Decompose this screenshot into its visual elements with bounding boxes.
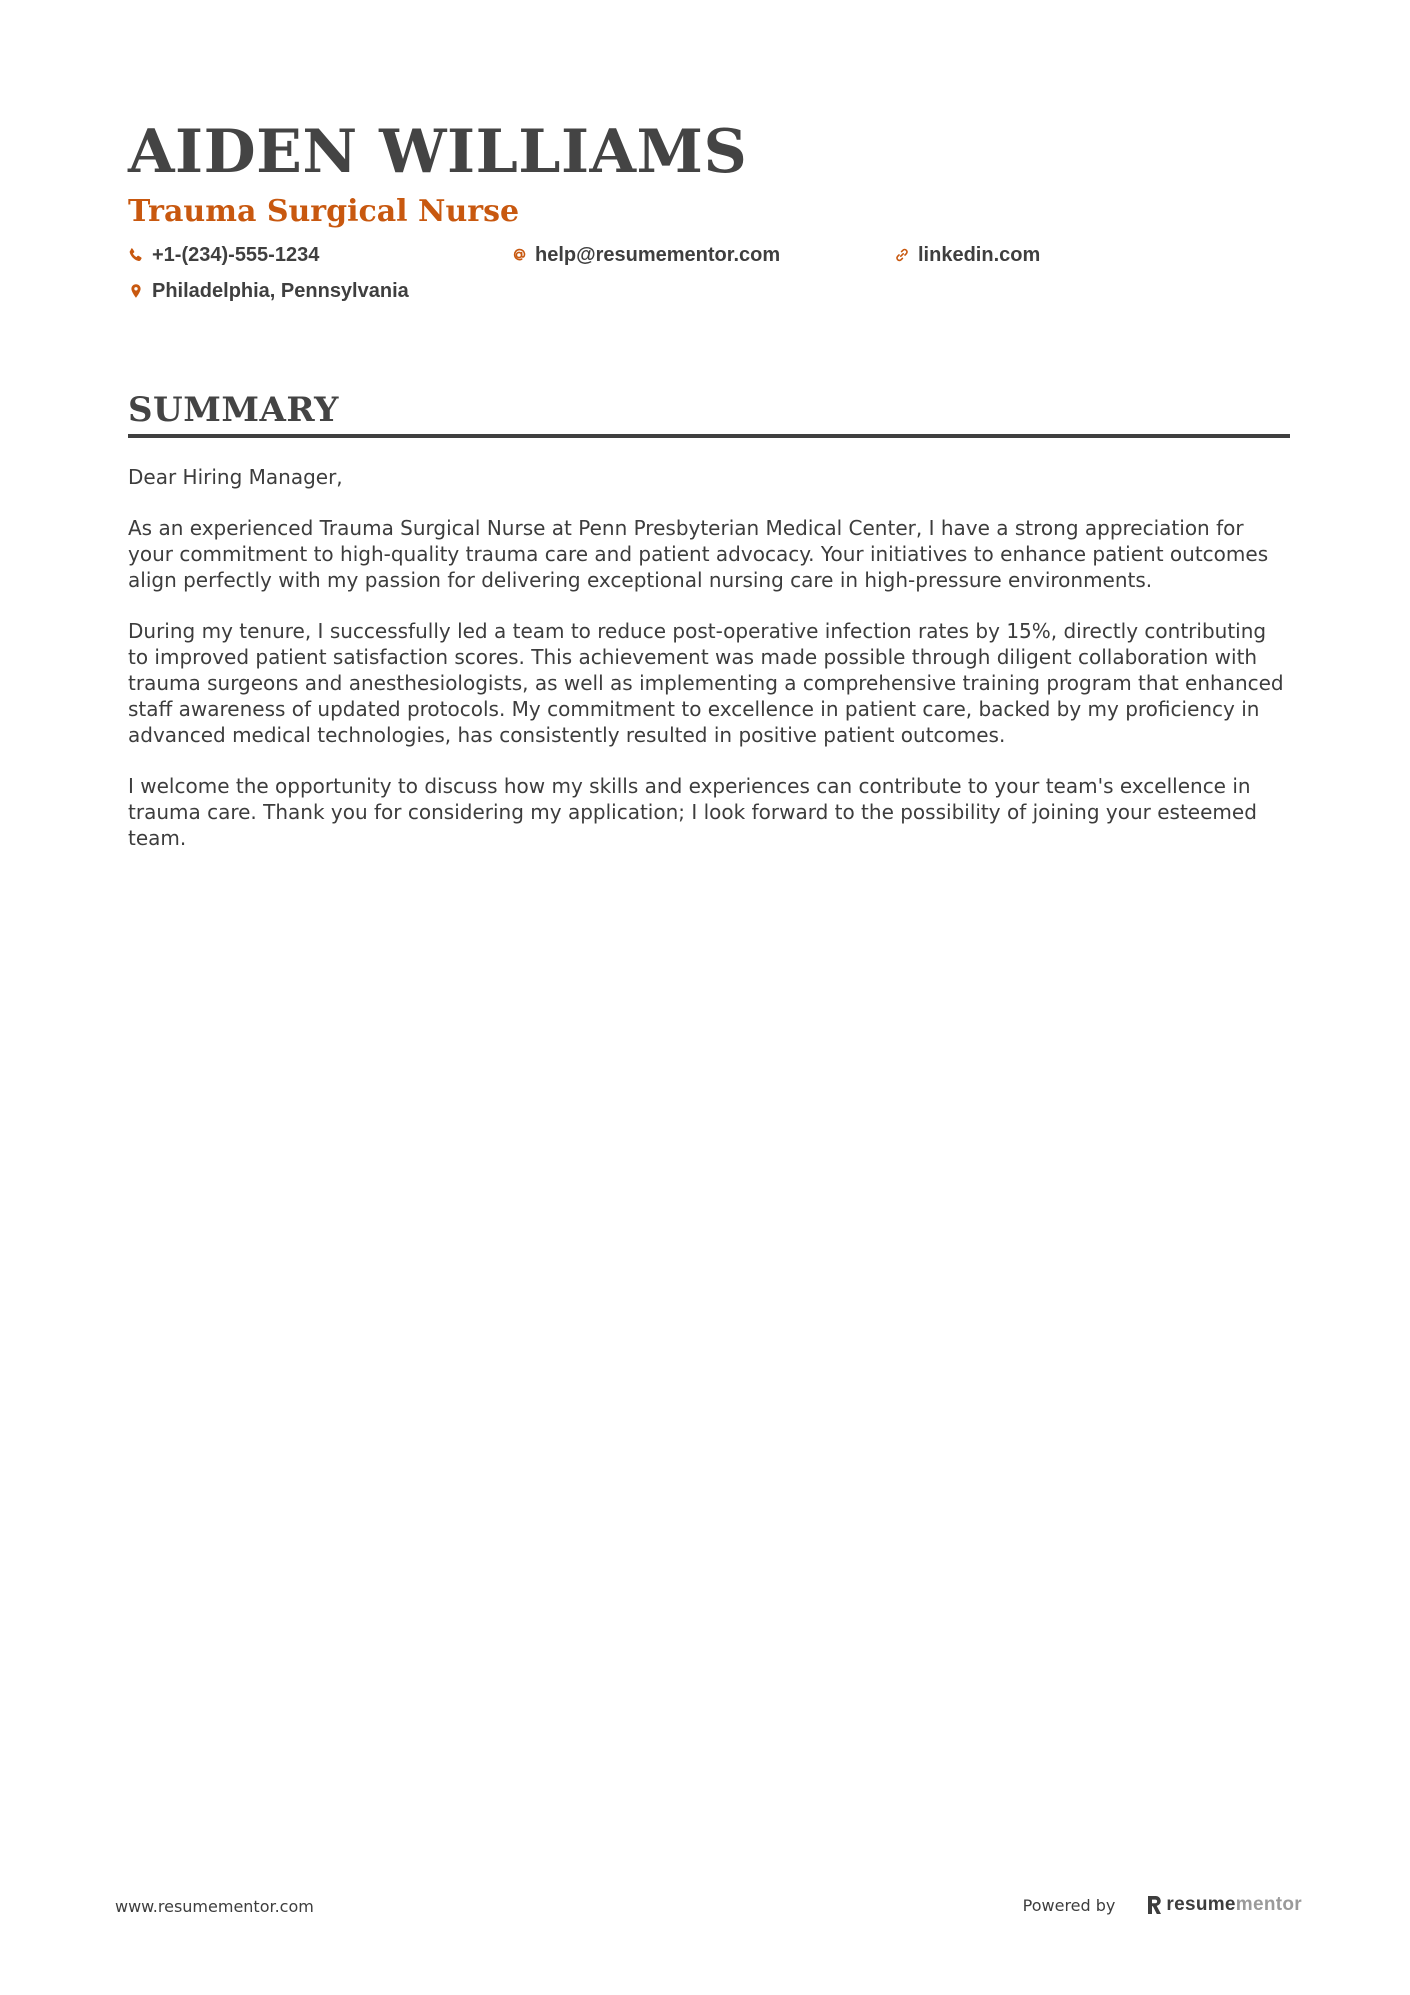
letter-paragraph: I welcome the opportunity to discuss how my skills and experiences can contribute to your team's excellence in trauma care. Thank you for considering my application; I look forward to the possibility of joining your esteemed team. xyxy=(128,774,1257,850)
section-divider xyxy=(128,434,1290,438)
location-pin-icon xyxy=(128,283,144,299)
letter-body xyxy=(128,464,1290,851)
job-title: Trauma Surgical Nurse xyxy=(128,194,520,229)
candidate-name: AIDEN WILLIAMS xyxy=(128,117,748,187)
brand-logo[interactable] xyxy=(1145,1894,1302,1916)
letter-greeting: Dear Hiring Manager, xyxy=(128,465,343,489)
location-text: Philadelphia, Pennsylvania xyxy=(152,279,409,302)
contact-info xyxy=(128,237,1290,317)
resumementor-logo-icon xyxy=(1145,1894,1163,1916)
header xyxy=(128,112,1290,232)
letter-paragraph: As an experienced Trauma Surgical Nurse at Penn Presbyterian Medical Center, I have a strong appreciation for your commitment to high-quality trauma care and patient advocacy. Your initiatives to enhance patient outcomes align perfectly with my passion for delivering exceptional nursing care in high-pressure environments. xyxy=(128,516,1269,592)
footer-website[interactable]: www.resumementor.com xyxy=(115,1897,314,1916)
contact-phone xyxy=(128,237,319,273)
powered-by-label: Powered by xyxy=(1022,1895,1116,1915)
phone-icon xyxy=(128,247,144,263)
phone-number: +1-(234)-555-1234 xyxy=(152,243,320,266)
contact-location xyxy=(128,273,409,309)
contact-email xyxy=(511,237,780,273)
footer-powered-by xyxy=(1023,1890,1302,1920)
brand-text-resume: resume xyxy=(1166,1894,1236,1915)
linkedin-link[interactable]: linkedin.com xyxy=(918,243,1041,266)
contact-linkedin xyxy=(894,237,1040,273)
section-title-summary: SUMMARY xyxy=(128,390,339,430)
at-icon xyxy=(511,247,527,263)
email-address[interactable]: help@resumementor.com xyxy=(535,243,781,266)
summary-section xyxy=(128,388,1290,876)
letter-paragraph: During my tenure, I successfully led a team to reduce post-operative infection rates by 15%, directly contributing to improved patient satisfaction scores. This achievement was made possible through diligent collaboration with trauma surgeons and anesthesiologists, as well as implementing a comprehensive training program that enhanced staff awareness of updated protocols. My commitment to excellence in patient care, backed by my proficiency in advanced medical technologies, has consistently resulted in positive patient outcomes. xyxy=(128,619,1284,747)
link-icon xyxy=(894,247,910,263)
brand-text-mentor: mentor xyxy=(1235,1894,1302,1915)
